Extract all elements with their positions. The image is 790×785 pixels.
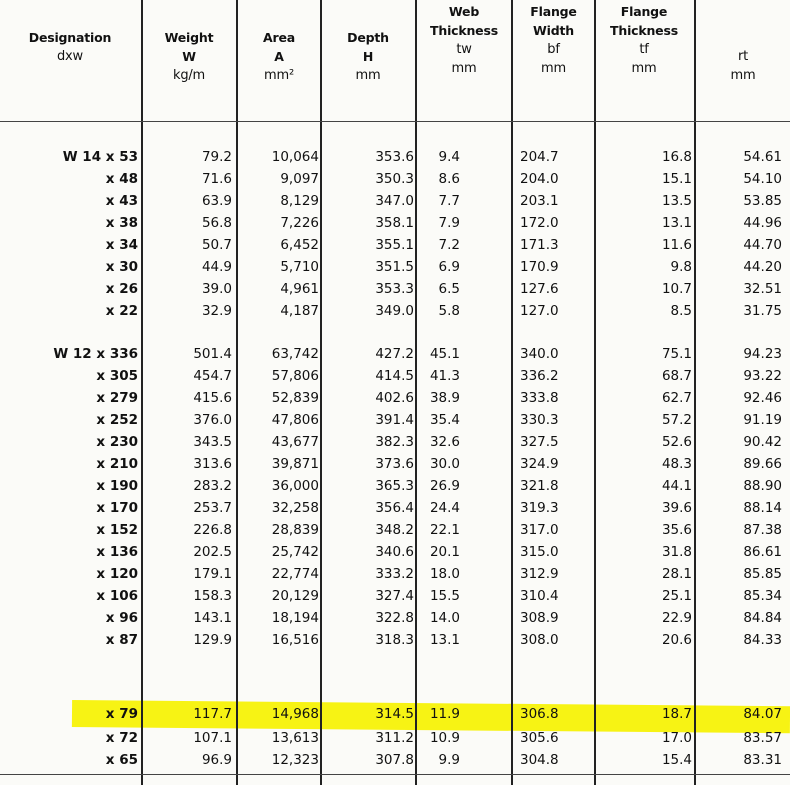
table-row xyxy=(0,541,790,563)
header-web-thickness-label: Thickness xyxy=(430,23,498,38)
cell-weight: 79.2 xyxy=(201,149,232,165)
cell-flange-width: 306.8 xyxy=(520,706,559,722)
header-rt-symbol: rt xyxy=(737,49,749,64)
cell-rt: 84.33 xyxy=(743,632,782,648)
cell-flange-width: 170.9 xyxy=(520,259,559,275)
table-row xyxy=(0,607,790,629)
cell-depth: 382.3 xyxy=(375,434,414,450)
cell-designation: x 190 xyxy=(96,478,138,494)
header-flange-thickness-label: Flange xyxy=(620,4,668,19)
cell-area: 22,774 xyxy=(271,566,319,582)
cell-designation: x 96 xyxy=(105,610,138,626)
header-depth-symbol: H xyxy=(362,49,374,64)
cell-rt: 44.70 xyxy=(743,237,782,253)
cell-weight: 39.0 xyxy=(201,281,232,297)
cell-web-thickness: 13.1 xyxy=(429,632,460,648)
cell-rt: 83.57 xyxy=(743,730,782,746)
cell-designation: x 210 xyxy=(96,456,138,472)
cell-area: 8,129 xyxy=(280,193,319,209)
cell-area: 43,677 xyxy=(271,434,319,450)
cell-web-thickness: 14.0 xyxy=(429,610,460,626)
cell-rt: 88.90 xyxy=(743,478,782,494)
header-flange-thickness-symbol: tf xyxy=(639,42,649,57)
cell-rt: 94.23 xyxy=(743,346,782,362)
cell-rt: 54.61 xyxy=(743,149,782,165)
cell-designation: x 252 xyxy=(96,412,138,428)
table-row xyxy=(0,168,790,190)
cell-flange-width: 308.0 xyxy=(520,632,559,648)
table-row-highlighted xyxy=(0,703,790,725)
cell-flange-width: 305.6 xyxy=(520,730,559,746)
cell-flange-thickness: 13.5 xyxy=(661,193,692,209)
cell-flange-width: 319.3 xyxy=(520,500,559,516)
header-rt-unit: mm xyxy=(730,68,756,83)
cell-area: 10,064 xyxy=(271,149,319,165)
header-web-unit: mm xyxy=(451,61,477,76)
cell-designation: x 87 xyxy=(105,632,138,648)
cell-web-thickness: 6.9 xyxy=(438,259,460,275)
cell-flange-width: 172.0 xyxy=(520,215,559,231)
header-flange-thickness-unit: mm xyxy=(631,61,657,76)
cell-flange-width: 330.3 xyxy=(520,412,559,428)
cell-web-thickness: 9.4 xyxy=(438,149,460,165)
cell-web-thickness: 20.1 xyxy=(429,544,460,560)
cell-flange-thickness: 52.6 xyxy=(661,434,692,450)
cell-designation: W 14 x 53 xyxy=(62,149,138,165)
cell-weight: 50.7 xyxy=(201,237,232,253)
cell-flange-width: 127.0 xyxy=(520,303,559,319)
header-area-unit: mm² xyxy=(264,68,294,83)
cell-flange-thickness: 57.2 xyxy=(661,412,692,428)
table-row xyxy=(0,749,790,771)
header-web-thickness xyxy=(417,2,511,78)
cell-rt: 31.75 xyxy=(743,303,782,319)
cell-flange-width: 127.6 xyxy=(520,281,559,297)
header-designation-label: Designation xyxy=(28,30,112,45)
header-area-label: Area xyxy=(263,30,295,45)
cell-weight: 143.1 xyxy=(193,610,232,626)
cell-web-thickness: 10.9 xyxy=(429,730,460,746)
cell-web-thickness: 41.3 xyxy=(429,368,460,384)
header-flange-width-unit: mm xyxy=(541,61,566,76)
cell-flange-thickness: 15.4 xyxy=(661,752,692,768)
cell-designation: x 230 xyxy=(96,434,138,450)
cell-designation: x 279 xyxy=(96,390,138,406)
cell-flange-thickness: 62.7 xyxy=(661,390,692,406)
cell-designation: x 34 xyxy=(105,237,138,253)
cell-flange-width: 336.2 xyxy=(520,368,559,384)
cell-rt: 87.38 xyxy=(743,522,782,538)
cell-weight: 96.9 xyxy=(201,752,232,768)
cell-depth: 351.5 xyxy=(375,259,414,275)
cell-depth: 314.5 xyxy=(375,706,414,722)
cell-flange-width: 315.0 xyxy=(520,544,559,560)
cell-flange-thickness: 9.8 xyxy=(670,259,692,275)
cell-web-thickness: 15.5 xyxy=(429,588,460,604)
table-row xyxy=(0,343,790,365)
cell-web-thickness: 22.1 xyxy=(429,522,460,538)
header-flange-width-symbol: bf xyxy=(547,42,560,57)
cell-weight: 107.1 xyxy=(193,730,232,746)
cell-depth: 391.4 xyxy=(375,412,414,428)
bottom-rule xyxy=(0,774,790,775)
cell-weight: 253.7 xyxy=(193,500,232,516)
table-row xyxy=(0,497,790,519)
cell-weight: 117.7 xyxy=(193,706,232,722)
cell-area: 16,516 xyxy=(271,632,319,648)
cell-flange-thickness: 31.8 xyxy=(661,544,692,560)
cell-flange-thickness: 10.7 xyxy=(661,281,692,297)
table-row xyxy=(0,190,790,212)
cell-flange-width: 324.9 xyxy=(520,456,559,472)
cell-depth: 427.2 xyxy=(375,346,414,362)
cell-rt: 54.10 xyxy=(743,171,782,187)
cell-flange-thickness: 39.6 xyxy=(661,500,692,516)
cell-rt: 84.84 xyxy=(743,610,782,626)
cell-rt: 84.07 xyxy=(743,706,782,722)
cell-flange-width: 321.8 xyxy=(520,478,559,494)
cell-designation: x 120 xyxy=(96,566,138,582)
cell-flange-width: 317.0 xyxy=(520,522,559,538)
table-row xyxy=(0,212,790,234)
cell-area: 52,839 xyxy=(271,390,319,406)
cell-depth: 402.6 xyxy=(375,390,414,406)
cell-designation: x 72 xyxy=(105,730,138,746)
cell-flange-thickness: 75.1 xyxy=(661,346,692,362)
cell-area: 12,323 xyxy=(271,752,319,768)
cell-designation: x 26 xyxy=(105,281,138,297)
cell-web-thickness: 45.1 xyxy=(429,346,460,362)
cell-area: 5,710 xyxy=(280,259,319,275)
cell-designation: x 43 xyxy=(105,193,138,209)
cell-weight: 501.4 xyxy=(193,346,232,362)
table-row xyxy=(0,234,790,256)
table-row xyxy=(0,519,790,541)
cell-rt: 91.19 xyxy=(743,412,782,428)
cell-area: 63,742 xyxy=(271,346,319,362)
header-flange-width-sub: Width xyxy=(533,23,574,38)
cell-rt: 88.14 xyxy=(743,500,782,516)
cell-flange-thickness: 8.5 xyxy=(670,303,692,319)
cell-web-thickness: 38.9 xyxy=(429,390,460,406)
cell-area: 20,129 xyxy=(271,588,319,604)
cell-flange-width: 171.3 xyxy=(520,237,559,253)
cell-flange-thickness: 16.8 xyxy=(661,149,692,165)
cell-depth: 327.4 xyxy=(375,588,414,604)
cell-weight: 376.0 xyxy=(193,412,232,428)
cell-rt: 92.46 xyxy=(743,390,782,406)
cell-flange-thickness: 35.6 xyxy=(661,522,692,538)
cell-rt: 44.20 xyxy=(743,259,782,275)
cell-depth: 373.6 xyxy=(375,456,414,472)
cell-weight: 63.9 xyxy=(201,193,232,209)
cell-flange-thickness: 11.6 xyxy=(661,237,692,253)
cell-flange-width: 308.9 xyxy=(520,610,559,626)
table-row xyxy=(0,409,790,431)
cell-flange-thickness: 44.1 xyxy=(661,478,692,494)
cell-depth: 358.1 xyxy=(375,215,414,231)
cell-flange-thickness: 15.1 xyxy=(661,171,692,187)
cell-flange-width: 304.8 xyxy=(520,752,559,768)
header-divider xyxy=(0,121,790,122)
cell-web-thickness: 7.7 xyxy=(438,193,460,209)
cell-depth: 356.4 xyxy=(375,500,414,516)
table-row xyxy=(0,431,790,453)
cell-web-thickness: 18.0 xyxy=(429,566,460,582)
cell-flange-thickness: 20.6 xyxy=(661,632,692,648)
header-weight-symbol: W xyxy=(182,49,196,64)
header-web-label: Web xyxy=(448,4,480,19)
cell-flange-width: 204.0 xyxy=(520,171,559,187)
header-web-symbol: tw xyxy=(456,42,472,57)
cell-area: 57,806 xyxy=(271,368,319,384)
cell-web-thickness: 7.9 xyxy=(438,215,460,231)
cell-depth: 347.0 xyxy=(375,193,414,209)
cell-area: 28,839 xyxy=(271,522,319,538)
cell-area: 6,452 xyxy=(280,237,319,253)
header-rt xyxy=(696,47,790,85)
header-flange-thickness-sub: Thickness xyxy=(610,23,678,38)
header-depth-label: Depth xyxy=(347,30,389,45)
cell-depth: 355.1 xyxy=(375,237,414,253)
cell-weight: 56.8 xyxy=(201,215,232,231)
cell-web-thickness: 11.9 xyxy=(429,706,460,722)
cell-web-thickness: 26.9 xyxy=(429,478,460,494)
cell-web-thickness: 32.6 xyxy=(429,434,460,450)
cell-web-thickness: 35.4 xyxy=(429,412,460,428)
cell-area: 13,613 xyxy=(271,730,319,746)
cell-flange-thickness: 28.1 xyxy=(661,566,692,582)
cell-area: 25,742 xyxy=(271,544,319,560)
cell-weight: 32.9 xyxy=(201,303,232,319)
cell-weight: 202.5 xyxy=(193,544,232,560)
header-depth xyxy=(322,28,414,85)
cell-depth: 322.8 xyxy=(375,610,414,626)
cell-area: 32,258 xyxy=(271,500,319,516)
cell-rt: 90.42 xyxy=(743,434,782,450)
cell-designation: x 38 xyxy=(105,215,138,231)
cell-flange-width: 312.9 xyxy=(520,566,559,582)
cell-rt: 32.51 xyxy=(743,281,782,297)
cell-designation: x 152 xyxy=(96,522,138,538)
cell-rt: 53.85 xyxy=(743,193,782,209)
table-row xyxy=(0,387,790,409)
cell-weight: 44.9 xyxy=(201,259,232,275)
cell-weight: 313.6 xyxy=(193,456,232,472)
cell-area: 4,187 xyxy=(280,303,319,319)
cell-flange-width: 340.0 xyxy=(520,346,559,362)
cell-depth: 311.2 xyxy=(375,730,414,746)
cell-flange-thickness: 18.7 xyxy=(661,706,692,722)
cell-depth: 349.0 xyxy=(375,303,414,319)
cell-weight: 179.1 xyxy=(193,566,232,582)
cell-depth: 365.3 xyxy=(375,478,414,494)
cell-area: 9,097 xyxy=(280,171,319,187)
header-weight-label: Weight xyxy=(164,30,214,45)
cell-flange-width: 327.5 xyxy=(520,434,559,450)
cell-rt: 83.31 xyxy=(743,752,782,768)
table-row xyxy=(0,585,790,607)
header-flange-width-label: Flange xyxy=(530,4,577,19)
cell-rt: 93.22 xyxy=(743,368,782,384)
cell-depth: 353.6 xyxy=(375,149,414,165)
table-row xyxy=(0,727,790,749)
cell-designation: x 136 xyxy=(96,544,138,560)
cell-web-thickness: 24.4 xyxy=(429,500,460,516)
table-row xyxy=(0,453,790,475)
table-row xyxy=(0,256,790,278)
cell-weight: 415.6 xyxy=(193,390,232,406)
cell-depth: 333.2 xyxy=(375,566,414,582)
table-row xyxy=(0,300,790,322)
header-weight xyxy=(143,28,235,85)
cell-flange-width: 204.7 xyxy=(520,149,559,165)
cell-web-thickness: 5.8 xyxy=(438,303,460,319)
cell-designation: x 170 xyxy=(96,500,138,516)
table-row xyxy=(0,563,790,585)
cell-area: 7,226 xyxy=(280,215,319,231)
cell-area: 47,806 xyxy=(271,412,319,428)
cell-area: 39,871 xyxy=(271,456,319,472)
cell-flange-width: 203.1 xyxy=(520,193,559,209)
cell-web-thickness: 9.9 xyxy=(438,752,460,768)
cell-area: 18,194 xyxy=(271,610,319,626)
table-row xyxy=(0,475,790,497)
header-designation-unit: dxw xyxy=(57,49,83,64)
cell-area: 14,968 xyxy=(271,706,319,722)
cell-flange-thickness: 48.3 xyxy=(661,456,692,472)
cell-rt: 85.34 xyxy=(743,588,782,604)
cell-weight: 226.8 xyxy=(193,522,232,538)
cell-rt: 44.96 xyxy=(743,215,782,231)
cell-depth: 348.2 xyxy=(375,522,414,538)
cell-depth: 340.6 xyxy=(375,544,414,560)
cell-weight: 454.7 xyxy=(193,368,232,384)
cell-flange-thickness: 25.1 xyxy=(661,588,692,604)
cell-rt: 89.66 xyxy=(743,456,782,472)
cell-flange-thickness: 68.7 xyxy=(661,368,692,384)
cell-rt: 85.85 xyxy=(743,566,782,582)
cell-flange-width: 310.4 xyxy=(520,588,559,604)
header-designation xyxy=(0,28,140,66)
cell-designation: W 12 x 336 xyxy=(53,346,138,362)
cell-designation: x 22 xyxy=(105,303,138,319)
cell-depth: 350.3 xyxy=(375,171,414,187)
cell-rt: 86.61 xyxy=(743,544,782,560)
header-area-symbol: A xyxy=(274,49,284,64)
cell-weight: 71.6 xyxy=(201,171,232,187)
cell-depth: 414.5 xyxy=(375,368,414,384)
header-flange-width xyxy=(513,2,594,78)
header-flange-thickness xyxy=(596,2,692,78)
header-weight-unit: kg/m xyxy=(172,68,206,83)
cell-flange-thickness: 13.1 xyxy=(661,215,692,231)
cell-flange-thickness: 17.0 xyxy=(661,730,692,746)
cell-designation: x 30 xyxy=(105,259,138,275)
cell-depth: 307.8 xyxy=(375,752,414,768)
cell-designation: x 79 xyxy=(105,706,138,722)
header-area xyxy=(238,28,320,85)
cell-weight: 158.3 xyxy=(193,588,232,604)
table-row xyxy=(0,278,790,300)
cell-weight: 129.9 xyxy=(193,632,232,648)
table-row xyxy=(0,146,790,168)
cell-web-thickness: 6.5 xyxy=(438,281,460,297)
cell-web-thickness: 8.6 xyxy=(438,171,460,187)
cell-web-thickness: 30.0 xyxy=(429,456,460,472)
cell-weight: 343.5 xyxy=(193,434,232,450)
cell-designation: x 48 xyxy=(105,171,138,187)
cell-designation: x 106 xyxy=(96,588,138,604)
cell-designation: x 305 xyxy=(96,368,138,384)
cell-web-thickness: 7.2 xyxy=(438,237,460,253)
cell-designation: x 65 xyxy=(105,752,138,768)
cell-area: 4,961 xyxy=(280,281,319,297)
cell-flange-width: 333.8 xyxy=(520,390,559,406)
cell-depth: 318.3 xyxy=(375,632,414,648)
cell-depth: 353.3 xyxy=(375,281,414,297)
table-row xyxy=(0,629,790,651)
header-depth-unit: mm xyxy=(355,68,381,83)
cell-weight: 283.2 xyxy=(193,478,232,494)
cell-area: 36,000 xyxy=(271,478,319,494)
cell-flange-thickness: 22.9 xyxy=(661,610,692,626)
table-row xyxy=(0,365,790,387)
